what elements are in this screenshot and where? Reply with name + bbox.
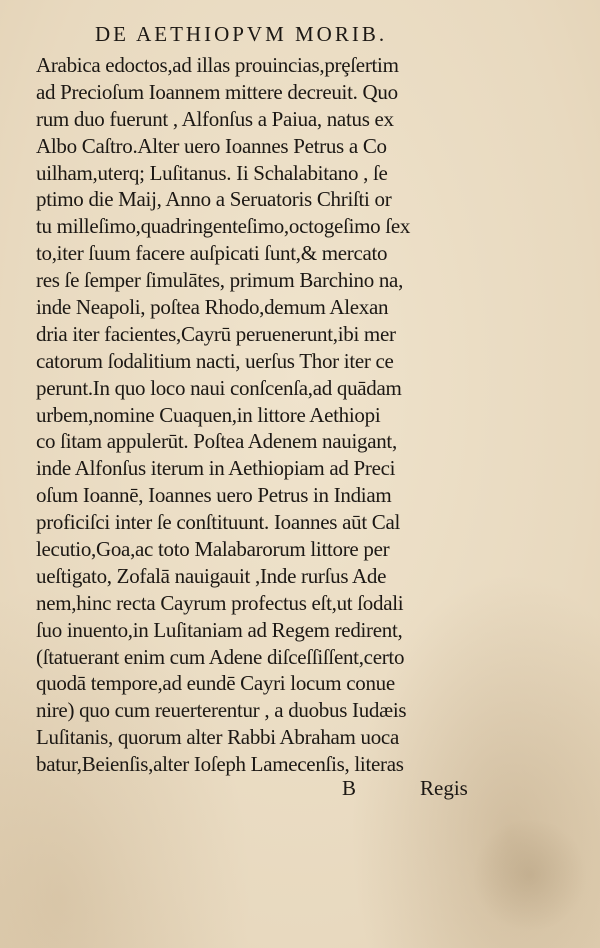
text-line: (ſtatuerant enim cum Adene diſceſſiſſent,certo xyxy=(36,644,405,669)
text-line: rum duo fuerunt , Alfonſus a Paiua, natus ex xyxy=(36,106,394,131)
text-line: nem,hinc recta Cayrum profectus eſt,ut ſodali xyxy=(36,590,404,615)
text-line: Arabica edoctos,ad illas prouincias,prȩſertim xyxy=(36,53,399,77)
text-line: perunt.In quo loco naui conſcenſa,ad quādam xyxy=(36,375,402,400)
text-line: ſuo inuento,in Luſitaniam ad Regem redirent, xyxy=(36,617,403,642)
text-line: co ſitam appulerūt. Poſtea Adenem nauigant, xyxy=(36,429,397,454)
text-line: Albo Caſtro.Alter uero Ioannes Petrus a Co xyxy=(36,133,387,158)
text-line: urbem,nomine Cuaquen,in littore Aethiopi xyxy=(36,402,381,427)
page-footer xyxy=(0,776,600,806)
text-line: dria iter facientes,Cayrū peruenerunt,ibi mer xyxy=(36,321,396,346)
text-line: catorum ſodalitium nacti, uerſus Thor iter ce xyxy=(36,348,394,373)
text-line: tu milleſimo,quadringenteſimo,octogeſimo ſex xyxy=(36,214,411,239)
body-text xyxy=(36,52,486,778)
text-line: quodā tempore,ad eundē Cayri locum conue xyxy=(36,671,395,696)
text-line: nire) quo cum reuerterentur , a duobus Iudæis xyxy=(36,698,407,723)
text-line: ad Precioſum Ioannem mittere decreuit. Quo xyxy=(36,79,398,104)
text-line: ptimo die Maij, Anno a Seruatoris Chriſti or xyxy=(36,187,392,212)
catchword: Regis xyxy=(420,776,468,800)
text-line: res ſe ſemper ſimulātes, primum Barchino na, xyxy=(36,268,404,293)
text-line: oſum Ioannē, Ioannes uero Petrus in Indiam xyxy=(36,483,392,508)
paper-stain xyxy=(470,820,590,930)
text-line: inde Neapoli, poſtea Rhodo,demum Alexan xyxy=(36,295,389,320)
text-line: inde Alfonſus iterum in Aethiopiam ad Preci xyxy=(36,456,396,481)
text-line: lecutio,Goa,ac toto Malabarorum littore per xyxy=(36,537,390,562)
text-line: Luſitanis, quorum alter Rabbi Abraham uoca xyxy=(36,725,399,750)
text-line: batur,Beienſis,alter Ioſeph Lamecenſis, literas xyxy=(36,752,404,777)
signature-mark: B xyxy=(342,776,357,800)
running-head: DE AETHIOPVM MORIB. xyxy=(95,22,388,46)
text-line: uilham,uterq; Luſitanus. Ii Schalabitano , ſe xyxy=(36,160,388,185)
text-line: to,iter ſuum facere auſpicati ſunt,& mercato xyxy=(36,241,388,266)
text-line: proficiſci inter ſe conſtituunt. Ioannes aūt Cal xyxy=(36,510,401,535)
text-line: ueſtigato, Zofalā nauigauit ,Inde rurſus Ade xyxy=(36,563,387,588)
